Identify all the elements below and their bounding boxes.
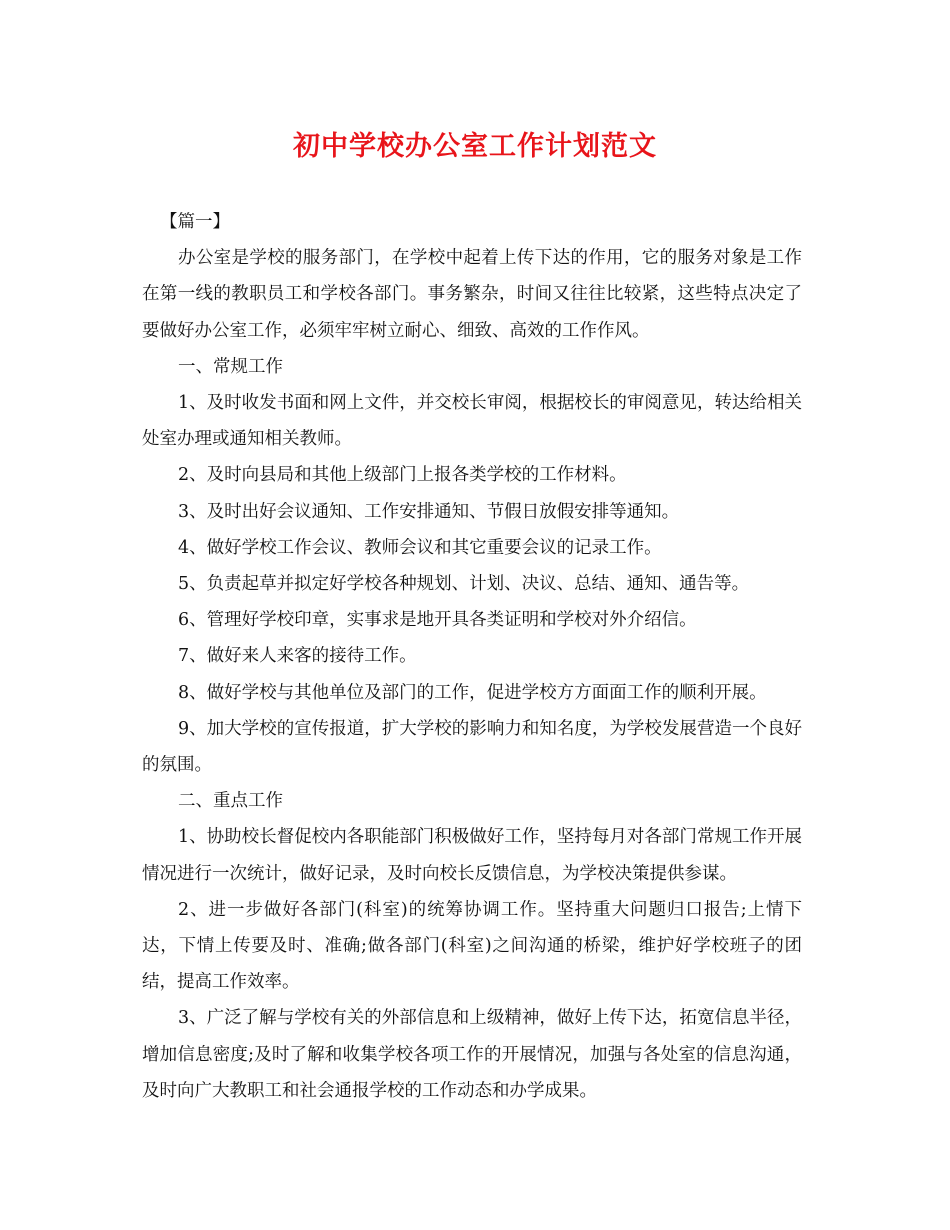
routine-item-5: 5、负责起草并拟定好学校各种规划、计划、决议、总结、通知、通告等。 — [178, 574, 750, 595]
section-heading-key: 二、重点工作 — [178, 791, 283, 812]
section-heading-routine: 一、常规工作 — [178, 356, 283, 377]
document-title: 初中学校办公室工作计划范文 — [293, 131, 657, 162]
routine-item-2: 2、及时向县局和其他上级部门上报各类学校的工作材料。 — [178, 465, 627, 486]
routine-item-7: 7、做好来人来客的接待工作。 — [178, 646, 417, 667]
key-item-1: 1、协助校长督促校内各职能部门积极做好工作，坚持每月对各部门常规工作开展情况进行一次统计，做好记录，及时向校长反馈信息，为学校决策提供参谋。 — [142, 827, 802, 884]
document-body — [142, 204, 802, 1109]
routine-item-6: 6、管理好学校印章，实事求是地开具各类证明和学校对外介绍信。 — [178, 610, 697, 631]
section-label: 【篇一】 — [160, 212, 230, 232]
routine-item-8: 8、做好学校与其他单位及部门的工作，促进学校方方面面工作的顺利开展。 — [178, 682, 767, 703]
routine-item-1: 1、及时收发书面和网上文件，并交校长审阅，根据校长的审阅意见，转达给相关处室办理或通知相关教师。 — [142, 393, 802, 450]
routine-item-3: 3、及时出好会议通知、工作安排通知、节假日放假安排等通知。 — [178, 501, 680, 522]
key-item-3: 3、广泛了解与学校有关的外部信息和上级精神，做好上传下达，拓宽信息半径，增加信息密度;及时了解和收集学校各项工作的开展情况，加强与各处室的信息沟通，及时向广大教职工和社会通报学校的工作动态和办学成果。 — [142, 1008, 802, 1101]
key-item-2: 2、进一步做好各部门(科室)的统筹协调工作。坚持重大问题归口报告;上情下达，下情上传要及时、准确;做各部门(科室)之间沟通的桥梁，维护好学校班子的团结，提高工作效率。 — [142, 899, 802, 993]
intro-paragraph: 办公室是学校的服务部门，在学校中起着上传下达的作用，它的服务对象是工作在第一线的教职员工和学校各部门。事务繁杂，时间又往往比较紧，这些特点决定了要做好办公室工作，必须牢牢树立耐心、细致、高效的工作作风。 — [142, 248, 802, 341]
routine-item-4: 4、做好学校工作会议、教师会议和其它重要会议的记录工作。 — [178, 537, 662, 558]
routine-item-9: 9、加大学校的宣传报道，扩大学校的影响力和知名度，为学校发展营造一个良好的氛围。 — [142, 718, 802, 776]
